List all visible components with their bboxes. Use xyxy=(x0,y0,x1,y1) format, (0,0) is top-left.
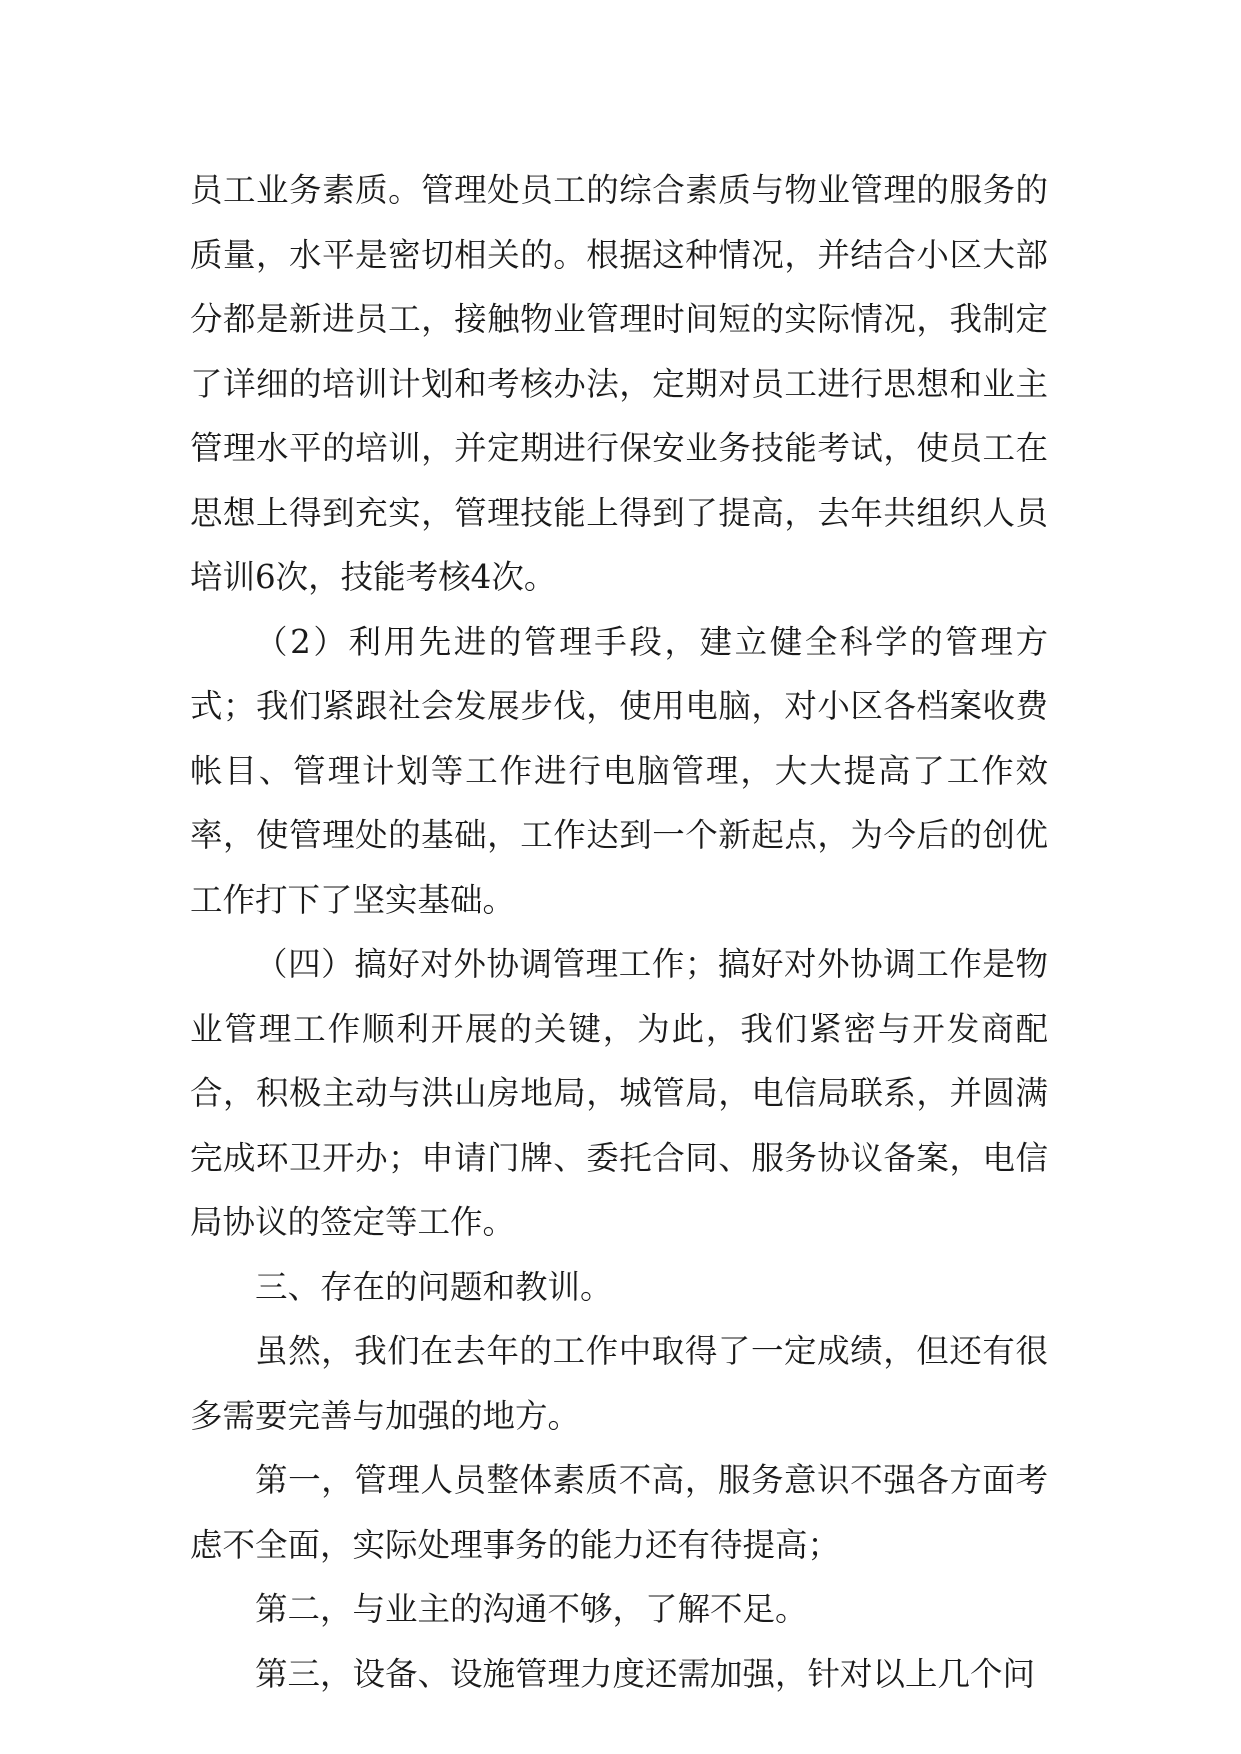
paragraph-management-methods: （2）利用先进的管理手段，建立健全科学的管理方式；我们紧跟社会发展步伐，使用电脑，对小区各档案收费帐目、管理计划等工作进行电脑管理，大大提高了工作效率，使管理处的基础，工作达到一个新起点，为今后的创优工作打下了坚实基础。 xyxy=(190,622,1048,919)
paragraph-problem-second: 第二，与业主的沟通不够，了解不足。 xyxy=(255,1590,808,1628)
paragraph-external-coordination: （四）搞好对外协调管理工作；搞好对外协调工作是物业管理工作顺利开展的关键，为此，我们紧密与开发商配合，积极主动与洪山房地局，城管局，电信局联系，并圆满完成环卫开办；申请门牌、委托合同、服务协议备案，电信局协议的签定等工作。 xyxy=(190,945,1048,1241)
paragraph-problem-first: 第一，管理人员整体素质不高，服务意识不强各方面考虑不全面，实际处理事务的能力还有待提高； xyxy=(190,1461,1048,1564)
section-heading-problems: 三、存在的问题和教训。 xyxy=(255,1267,613,1306)
document-body xyxy=(190,158,1048,1706)
paragraph-problems-intro: 虽然，我们在去年的工作中取得了一定成绩，但还有很多需要完善与加强的地方。 xyxy=(190,1332,1048,1435)
paragraph-staff-quality: 员工业务素质。管理处员工的综合素质与物业管理的服务的质量，水平是密切相关的。根据这种情况，并结合小区大部分都是新进员工，接触物业管理时间短的实际情况，我制定了详细的培训计划和考核办法，定期对员工进行思想和业主管理水平的培训，并定期进行保安业务技能考试，使员工在思想上得到充实，管理技能上得到了提高，去年共组织人员培训6次，技能考核4次。 xyxy=(190,171,1048,596)
paragraph-problem-third: 第三，设备、设施管理力度还需加强，针对以上几个问 xyxy=(255,1654,1036,1693)
